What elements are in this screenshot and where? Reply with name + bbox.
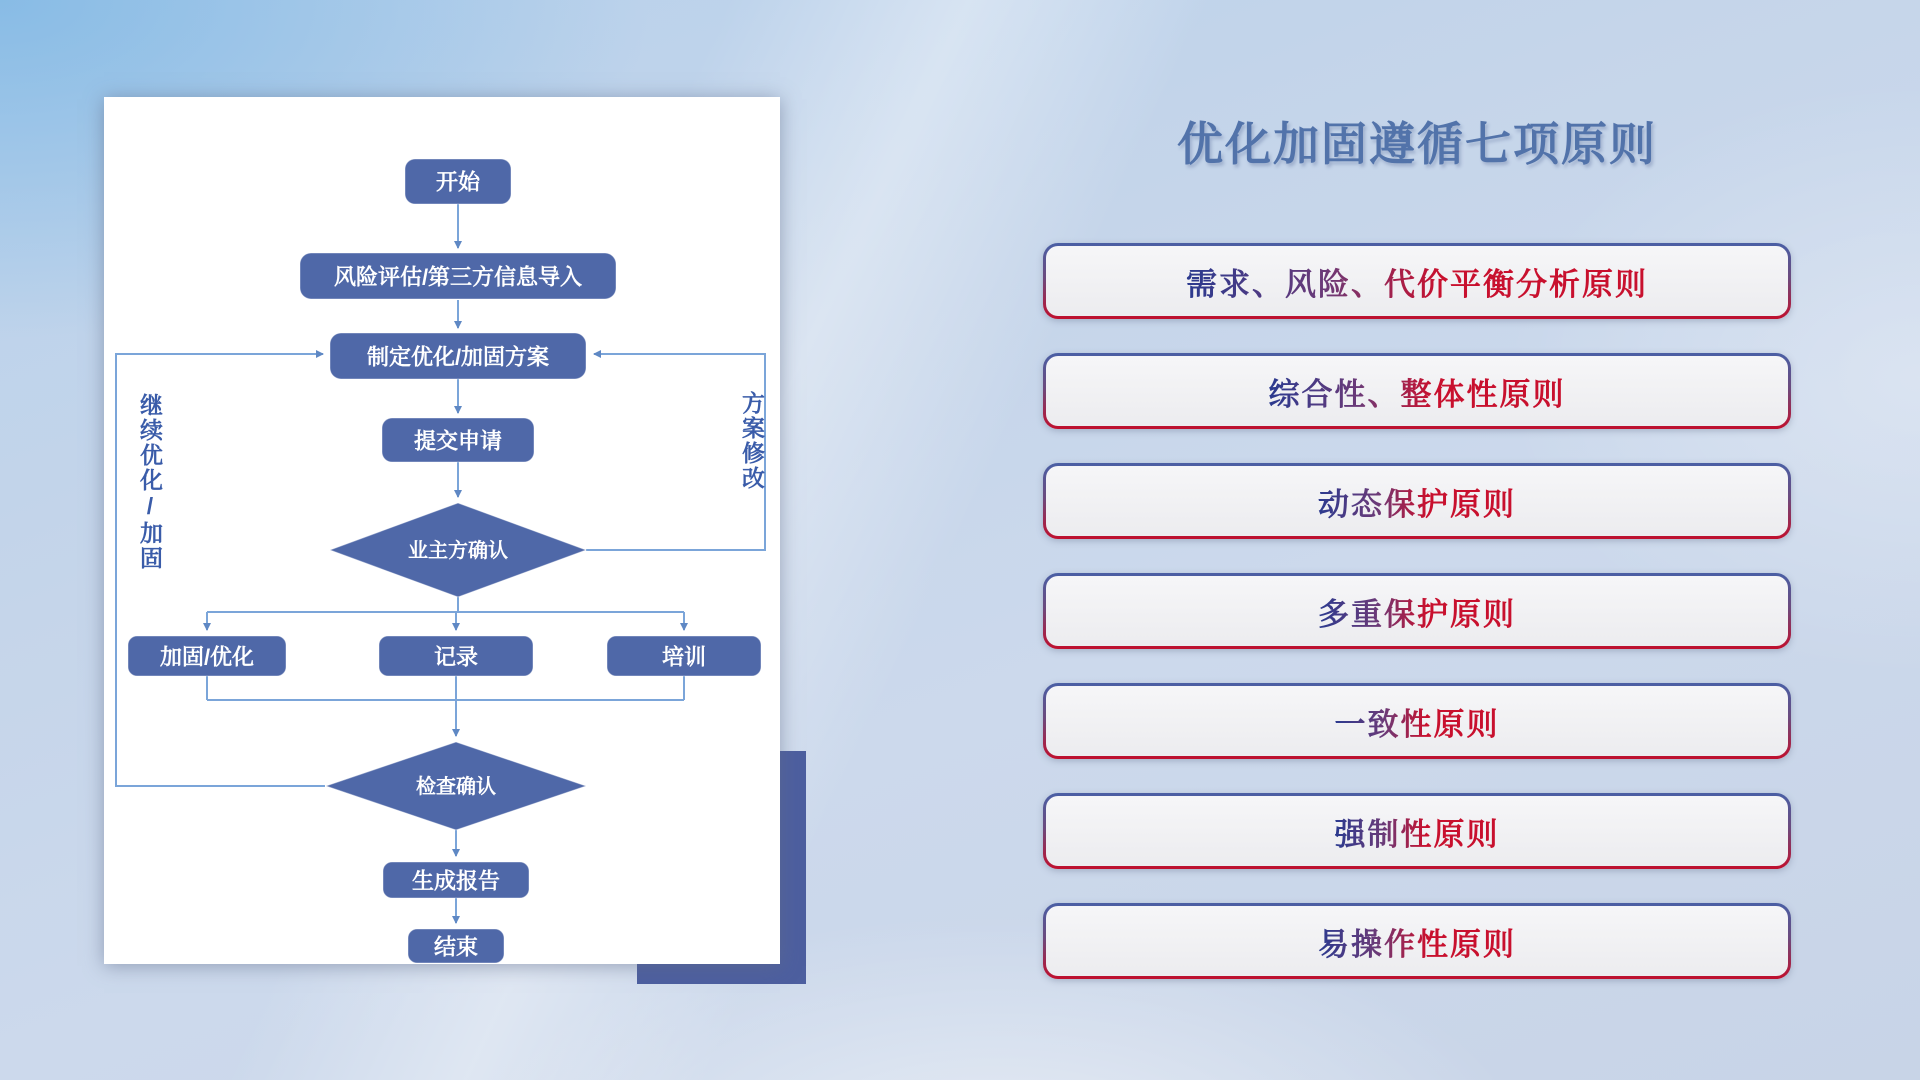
node-check-confirm-label: 检查确认 (416, 776, 496, 798)
flowchart-diagram (104, 97, 780, 964)
node-risk-assessment-label: 风险评估/第三方信息导入 (333, 264, 583, 290)
principle-box-2 (1043, 353, 1791, 429)
flowchart-card (104, 97, 780, 964)
principle-label-7: 易操作性原则 (1318, 919, 1516, 964)
principle-label-4: 多重保护原则 (1318, 589, 1516, 634)
principle-box-1 (1043, 243, 1791, 319)
page-title: 优化加固遵循七项原则 (1177, 118, 1657, 170)
principle-label-2: 综合性、整体性原则 (1269, 369, 1566, 414)
edge-label-continue-optimize: 继续优化/加固 (137, 393, 163, 571)
principle-box-6 (1043, 793, 1791, 869)
principle-box-7 (1043, 903, 1791, 979)
edge-label-plan-revise: 方案修改 (739, 391, 765, 491)
principle-label-6: 强制性原则 (1335, 809, 1500, 854)
principle-label-5: 一致性原则 (1335, 699, 1500, 744)
principles-list (1043, 243, 1791, 1013)
principle-label-3: 动态保护原则 (1318, 479, 1516, 524)
node-harden-optimize-label: 加固/优化 (159, 644, 255, 670)
node-end-label: 结束 (433, 934, 479, 960)
principle-label-1: 需求、风险、代价平衡分析原则 (1186, 259, 1648, 304)
principle-box-5 (1043, 683, 1791, 759)
node-record-label: 记录 (433, 644, 479, 670)
principle-box-3 (1043, 463, 1791, 539)
node-start-label: 开始 (435, 169, 481, 195)
node-owner-confirm-label: 业主方确认 (408, 540, 508, 562)
node-submit-request-label: 提交申请 (413, 428, 503, 454)
node-training-label: 培训 (661, 644, 707, 670)
node-generate-report-label: 生成报告 (411, 868, 501, 894)
node-make-plan-label: 制定优化/加固方案 (366, 344, 550, 370)
principle-box-4 (1043, 573, 1791, 649)
